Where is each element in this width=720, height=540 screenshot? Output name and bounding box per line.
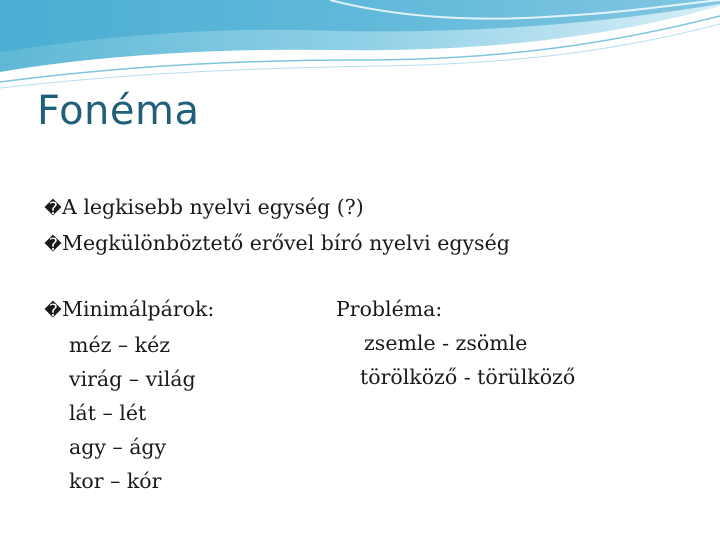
bullet-text: Megkülönböztető erővel bíró nyelvi egység bbox=[62, 231, 510, 255]
minimal-pair-item: agy – ágy bbox=[69, 435, 167, 459]
minimal-pairs-section bbox=[44, 292, 214, 498]
bullet-list bbox=[44, 190, 510, 262]
bullet-marker-icon: � bbox=[44, 235, 62, 255]
problem-section bbox=[336, 292, 575, 394]
bullet-text: A legkisebb nyelvi egység (?) bbox=[62, 195, 364, 219]
problem-item: törölköző - törülköző bbox=[360, 365, 576, 389]
minimal-pair-item: kor – kór bbox=[69, 469, 162, 493]
slide-title: Fonéma bbox=[37, 88, 200, 134]
minimal-pairs-heading: Minimálpárok: bbox=[62, 297, 215, 321]
bullet-marker-icon: � bbox=[44, 199, 62, 219]
decorative-wave-header bbox=[0, 0, 720, 90]
minimal-pairs-heading-row bbox=[44, 292, 214, 328]
problem-heading: Probléma: bbox=[336, 297, 443, 321]
minimal-pair-item: méz – kéz bbox=[69, 333, 171, 357]
minimal-pair-item: virág – világ bbox=[69, 367, 196, 391]
bullet-item bbox=[44, 226, 510, 262]
bullet-marker-icon: � bbox=[44, 301, 62, 321]
problem-item: zsemle - zsömle bbox=[364, 331, 528, 355]
bullet-item bbox=[44, 190, 510, 226]
minimal-pair-item: lát – lét bbox=[69, 401, 147, 425]
